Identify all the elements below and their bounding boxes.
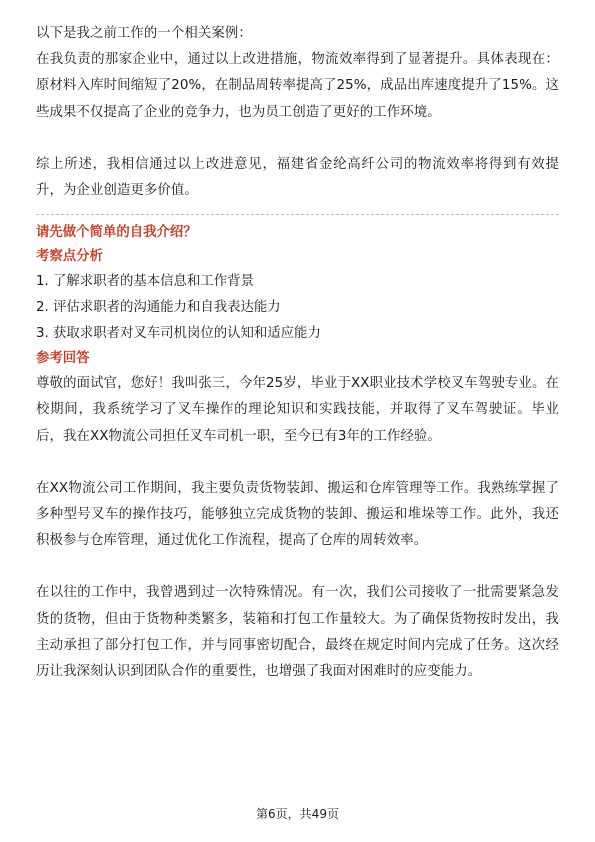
spacer xyxy=(36,450,559,476)
case-paragraph: 在我负责的那家企业中，通过以上改进措施，物流效率得到了显著提升。具体表现在：原材料入库时间缩短了20%，在制品周转率提高了25%，成品出库速度提升了15%。这些成果不仅提高了企业的竞争力，也为员工创造了更好的工作环境。 xyxy=(36,52,559,120)
section-divider xyxy=(36,214,559,215)
answer-paragraph: 在以往的工作中，我曾遇到过一次特殊情况。有一次，我们公司接收了一批需要紧急发货的货物，但由于货物种类繁多，装箱和打包工作量较大。为了确保货物按时发出，我主动承担了部分打包工作，并与同事密切配合，最终在规定时间内完成了任务。这次经历让我深刻认识到团队合作的重要性，也增强了我面对困难时的应变能力。 xyxy=(36,585,559,680)
interview-question: 请先做个简单的自我介绍？ xyxy=(36,225,197,241)
conclusion-paragraph: 综上所述，我相信通过以上改进意见，福建省金纶高纤公司的物流效率将得到有效提升，为企业创造更多价值。 xyxy=(36,156,559,199)
answer-title: 参考回答 xyxy=(36,351,90,367)
answer-paragraph: 尊敬的面试官，您好！我叫张三，今年25岁，毕业于XX职业技术学校叉车驾驶专业。在校期间，我系统学习了叉车操作的理论知识和实践技能，并取得了叉车驾驶证。毕业后，我在XX物流公司担任叉车司机一职，至今已有3年的工作经验。 xyxy=(36,376,559,444)
spacer xyxy=(36,554,559,580)
spacer xyxy=(36,126,559,152)
analysis-title: 考察点分析 xyxy=(36,249,103,265)
page-number: 第6页，共49页 xyxy=(256,807,339,821)
page-content xyxy=(36,21,559,685)
answer-paragraph: 在XX物流公司工作期间，我主要负责货物装卸、搬运和仓库管理等工作。我熟练掌握了多种型号叉车的操作技巧，能够独立完成货物的装卸、搬运和堆垛等工作。此外，我还积极参与仓库管理，通过优化工作流程，提高了仓库的周转效率。 xyxy=(36,480,559,549)
analysis-point: 3. 获取求职者对叉车司机岗位的认知和适应能力 xyxy=(36,326,321,342)
intro-text: 以下是我之前工作的一个相关案例： xyxy=(36,26,252,41)
analysis-point: 1. 了解求职者的基本信息和工作背景 xyxy=(36,274,254,290)
analysis-point: 2. 评估求职者的沟通能力和自我表达能力 xyxy=(36,300,281,316)
